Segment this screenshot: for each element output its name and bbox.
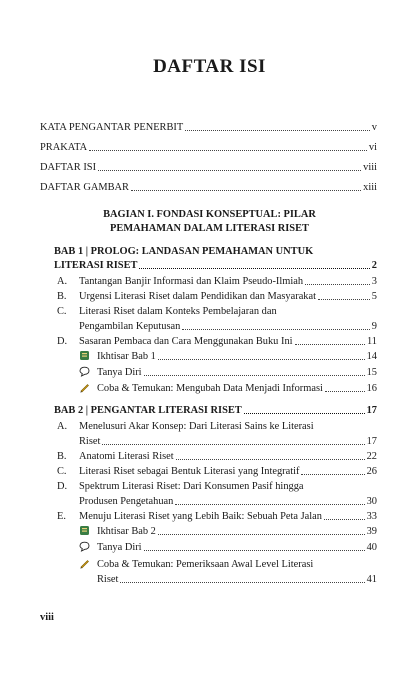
toc-entry[interactable] [79, 320, 377, 333]
toc-entry-label: Ikhtisar Bab 1 [97, 351, 156, 362]
toc-entry-page: xiii [363, 182, 377, 193]
toc-entry-page: 5 [371, 291, 377, 302]
chapter-page: 17 [366, 405, 377, 416]
toc-entry-page: 3 [371, 276, 377, 287]
toc-entry[interactable] [97, 541, 377, 554]
toc-entry-page: 40 [366, 542, 377, 553]
toc-entry-page: 14 [366, 351, 377, 362]
toc-entry-label: Produsen Pengetahuan [79, 496, 174, 507]
chapter-title: BAB 2 | PENGANTAR LITERASI RISET [54, 405, 242, 416]
toc-entry-page: v [371, 122, 377, 133]
toc-entry-page: 16 [366, 383, 377, 394]
toc-entry-label: Ikhtisar Bab 2 [97, 526, 156, 537]
toc-entry-label: Riset [79, 436, 101, 447]
toc-entry[interactable] [97, 382, 377, 395]
toc-entry-page: 11 [366, 336, 377, 347]
item-letter: C. [57, 306, 67, 317]
item-letter: B. [57, 291, 67, 302]
item-letter: C. [57, 466, 67, 477]
toc-entry-page: 15 [366, 367, 377, 378]
pencil-icon [79, 382, 90, 393]
toc-entry-page: 39 [366, 526, 377, 537]
speech-bubble-icon [79, 366, 90, 377]
toc-entry[interactable] [79, 465, 377, 478]
toc-entry-page: 17 [366, 436, 377, 447]
book-icon [79, 350, 90, 361]
toc-entry-label: Literasi Riset sebagai Bentuk Literasi yang Integratif [79, 466, 300, 477]
page-title: DAFTAR ISI [153, 56, 266, 77]
toc-entry-label: Tanya Diri [97, 367, 142, 378]
toc-entry-label-line1: Coba & Temukan: Pemeriksaan Awal Level Literasi [97, 559, 314, 570]
item-letter: B. [57, 451, 67, 462]
chapter-page: 2 [371, 260, 377, 271]
item-letter: A. [57, 276, 68, 287]
toc-entry[interactable] [79, 275, 377, 288]
toc-entry-label: KATA PENGANTAR PENERBIT [40, 122, 184, 133]
toc-entry-label-line1: Menelusuri Akar Konsep: Dari Literasi Sains ke Literasi [79, 421, 314, 432]
item-letter: E. [57, 511, 66, 522]
toc-entry-label: Sasaran Pembaca dan Cara Menggunakan Buku Ini [79, 336, 293, 347]
chapter-heading-line1: BAB 1 | PROLOG: LANDASAN PEMAHAMAN UNTUK [54, 246, 314, 257]
toc-entry[interactable] [97, 573, 377, 586]
book-icon [79, 525, 90, 536]
part-heading-line2: PEMAHAMAN DALAM LITERASI RISET [110, 223, 309, 234]
toc-entry-page: 30 [366, 496, 377, 507]
toc-entry-page: 33 [366, 511, 377, 522]
toc-entry-label: PRAKATA [40, 142, 88, 153]
toc-entry[interactable] [40, 181, 377, 194]
toc-entry-page: 9 [371, 321, 377, 332]
toc-entry[interactable] [79, 510, 377, 523]
chapter-entry[interactable] [54, 404, 377, 417]
part-heading-line1: BAGIAN I. FONDASI KONSEPTUAL: PILAR [103, 209, 316, 220]
toc-entry[interactable] [40, 141, 377, 154]
item-letter: D. [57, 336, 68, 347]
toc-entry-label: Riset [97, 574, 119, 585]
toc-entry-page: 26 [366, 466, 377, 477]
toc-entry-label: Pengambilan Keputusan [79, 321, 181, 332]
page-number: viii [40, 612, 54, 623]
toc-entry-label: DAFTAR GAMBAR [40, 182, 129, 193]
toc-entry-label: Urgensi Literasi Riset dalam Pendidikan dan Masyarakat [79, 291, 317, 302]
toc-entry[interactable] [79, 450, 377, 463]
chapter-entry[interactable] [54, 259, 377, 272]
toc-entry[interactable] [79, 495, 377, 508]
item-letter: A. [57, 421, 68, 432]
toc-entry-label-line1: Literasi Riset dalam Konteks Pembelajaran dan [79, 306, 277, 317]
toc-entry-page: vi [368, 142, 377, 153]
toc-entry[interactable] [97, 366, 377, 379]
toc-entry[interactable] [97, 350, 377, 363]
toc-entry-label: Menuju Literasi Riset yang Lebih Baik: Sebuah Peta Jalan [79, 511, 322, 522]
toc-entry[interactable] [79, 290, 377, 303]
toc-entry[interactable] [40, 161, 377, 174]
pencil-icon [79, 558, 90, 569]
toc-entry-label: DAFTAR ISI [40, 162, 97, 173]
chapter-title: LITERASI RISET [54, 260, 138, 271]
toc-entry-label: Coba & Temukan: Mengubah Data Menjadi Informasi [97, 383, 323, 394]
toc-entry[interactable] [97, 525, 377, 538]
speech-bubble-icon [79, 541, 90, 552]
toc-entry-label: Tantangan Banjir Informasi dan Klaim Pseudo-Ilmiah [79, 276, 304, 287]
toc-entry-label-line1: Spektrum Literasi Riset: Dari Konsumen Pasif hingga [79, 481, 304, 492]
toc-entry-label: Tanya Diri [97, 542, 142, 553]
toc-entry-page: 22 [366, 451, 377, 462]
toc-entry-page: 41 [366, 574, 377, 585]
toc-entry-page: viii [363, 162, 377, 173]
item-letter: D. [57, 481, 68, 492]
toc-entry-label: Anatomi Literasi Riset [79, 451, 174, 462]
toc-entry[interactable] [79, 335, 377, 348]
toc-entry[interactable] [40, 121, 377, 134]
toc-entry[interactable] [79, 435, 377, 448]
